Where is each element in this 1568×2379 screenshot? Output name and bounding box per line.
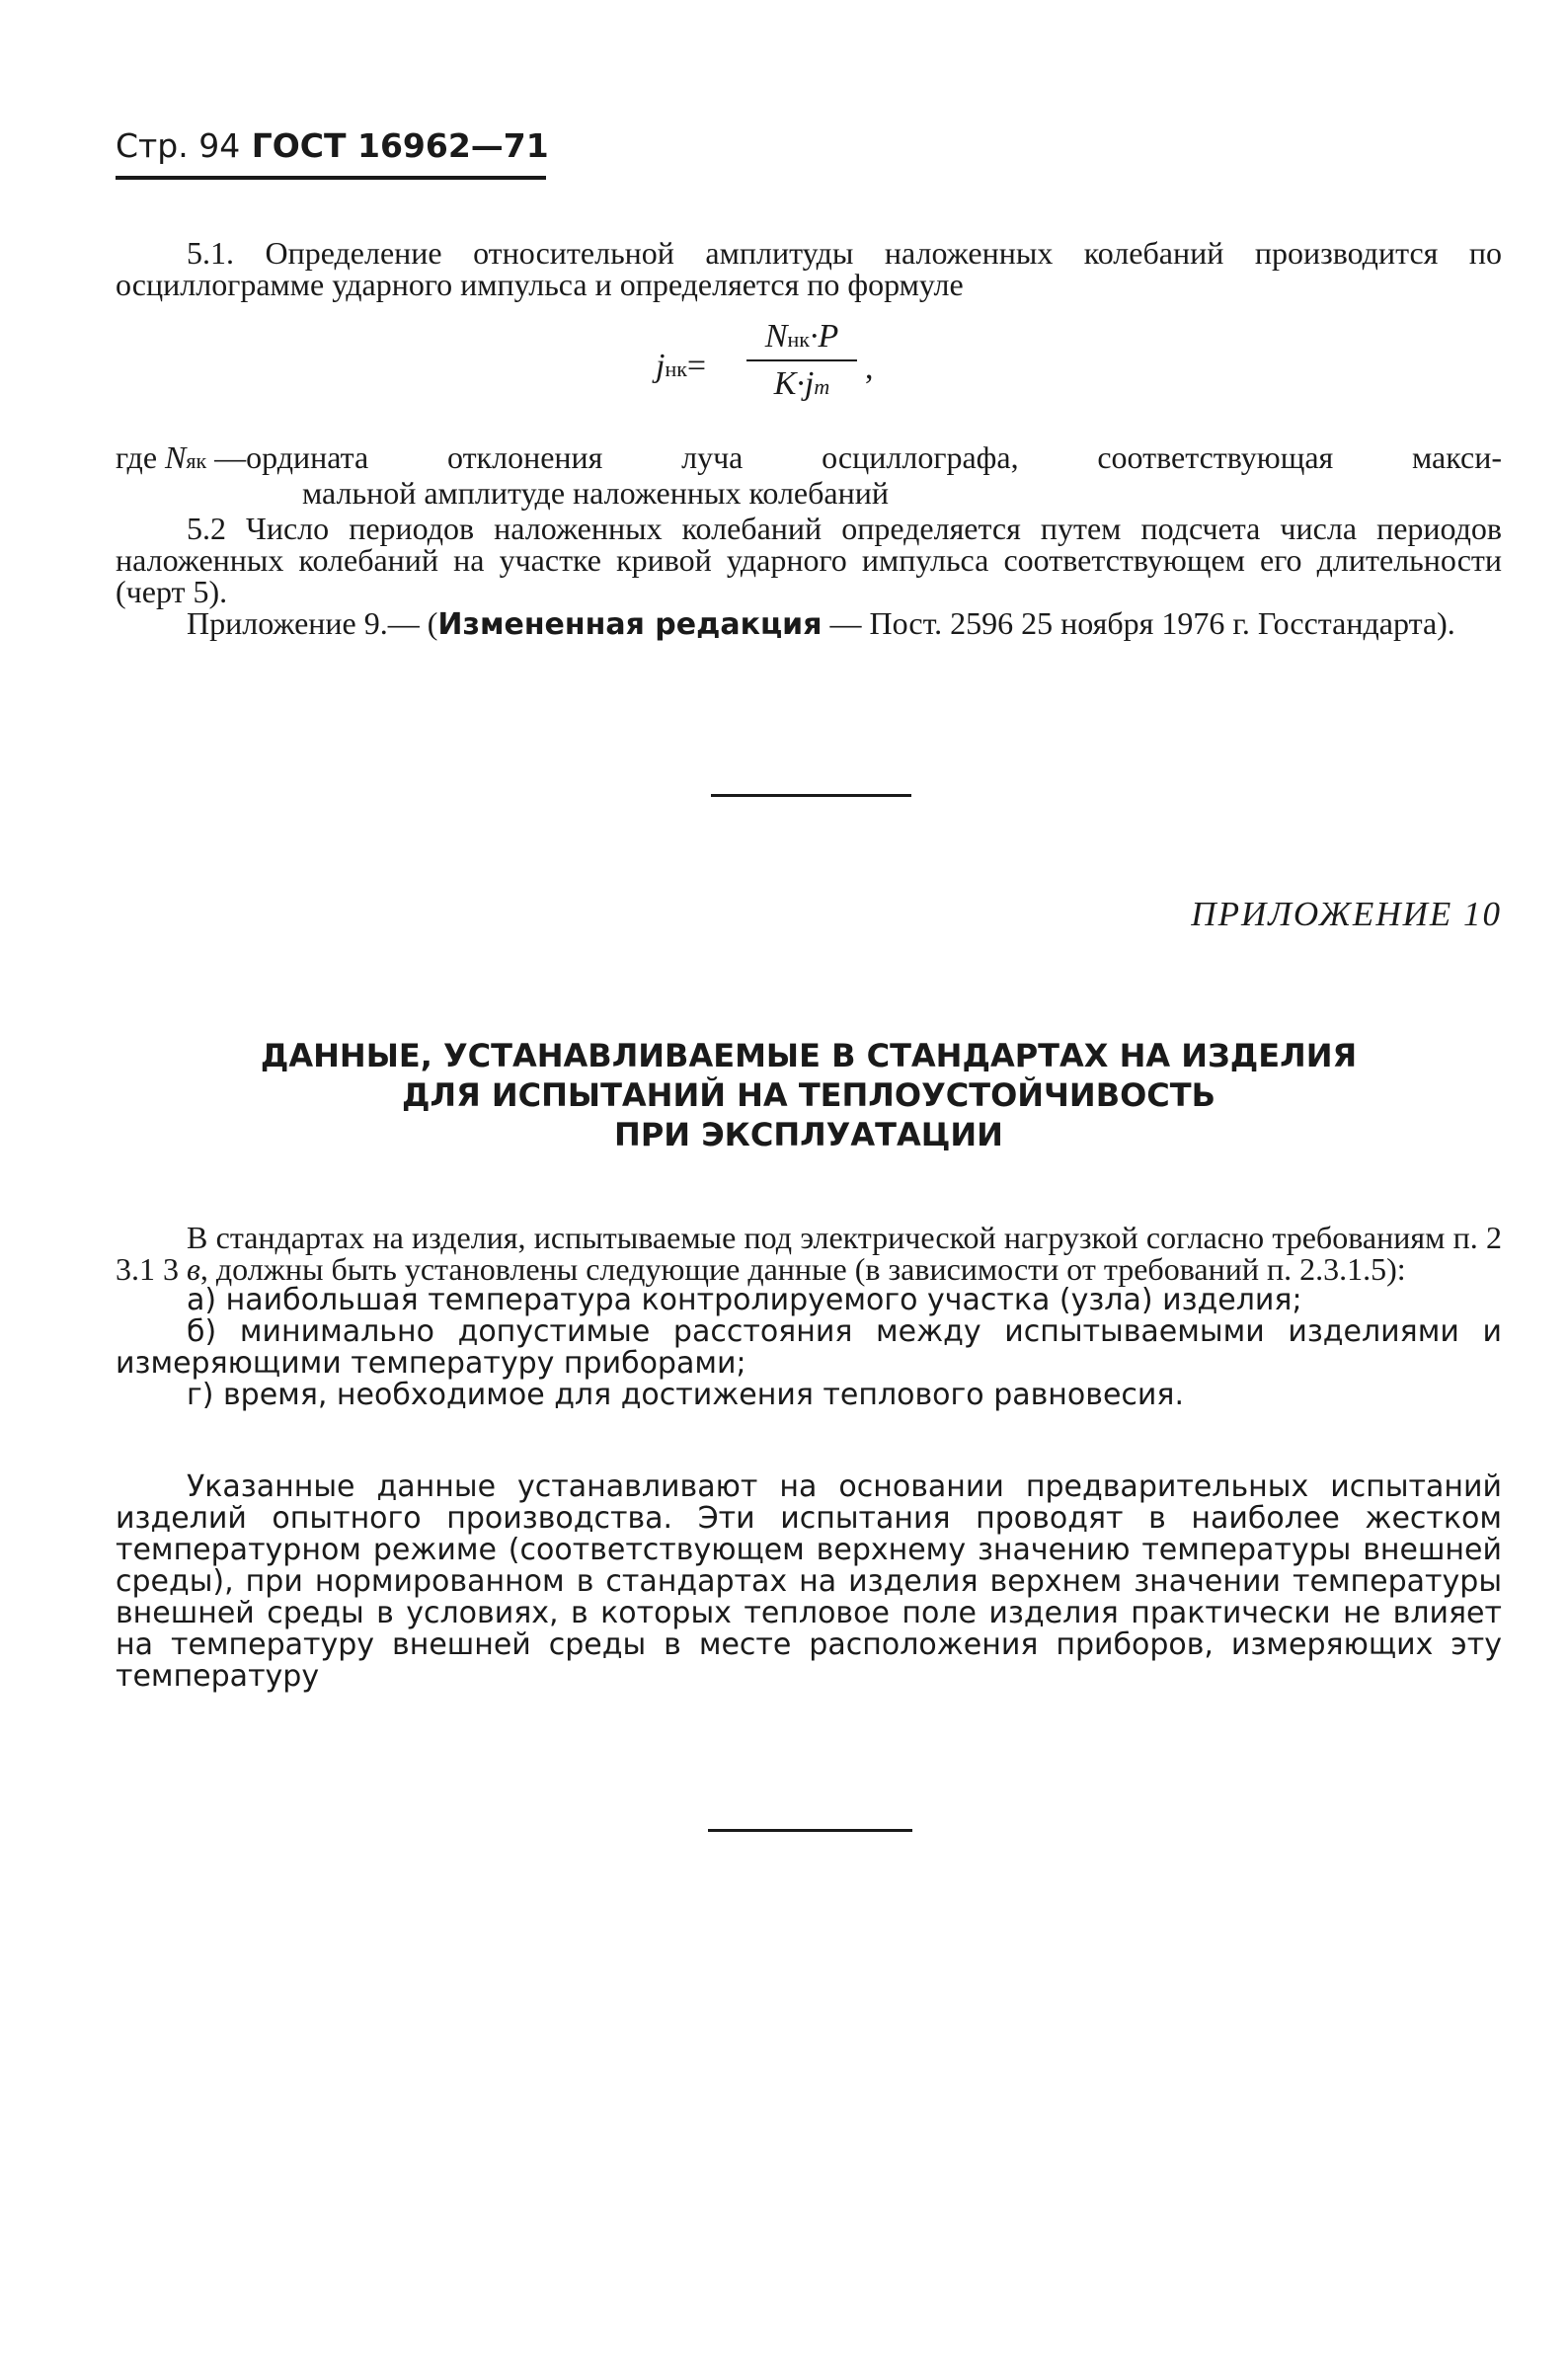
where-word-a: ордината: [246, 439, 369, 475]
formula-denominator: [746, 361, 857, 409]
paragraph-5-2-block: [116, 513, 1502, 641]
formula-numerator: [746, 318, 857, 359]
where-word-f: макси-: [1412, 439, 1502, 475]
header-rule: [116, 176, 546, 180]
appendix-label: ПРИЛОЖЕНИЕ 10: [1191, 895, 1502, 933]
intro-italic: в: [187, 1251, 200, 1287]
list-item-b: б) минимально допустимые расстояния между испытываемыми изделиями и измеряющими температуру приборами;: [116, 1314, 1502, 1381]
list-item-a: а) наибольшая температура контролируемого участка (узла) изделия;: [187, 1283, 1302, 1317]
note-prefix: Приложение 9.— (: [187, 605, 438, 641]
standard-code: ГОСТ 16962—71: [251, 126, 549, 165]
page-number: Стр. 94: [116, 126, 241, 165]
where-dash: —: [214, 439, 247, 475]
paragraph-text: 5.1. Определение относительной амплитуды наложенных колебаний производится по осциллограмме ударного импульса и определяется по формуле: [116, 235, 1502, 302]
intro-paragraph: [116, 1222, 1502, 1285]
title-line-2: ДЛЯ ИСПЫТАНИЙ НА ТЕПЛОУСТОЙЧИВОСТЬ: [402, 1076, 1215, 1114]
formula-num-rest: ·P: [809, 318, 839, 355]
formula-lhs-sub: нк: [665, 357, 687, 381]
formula-den-var: K·j: [773, 365, 815, 402]
intro-part-b: , должны быть установлены следующие данные (в зависимости от требований п. 2.3.1.5):: [199, 1251, 1406, 1287]
formula-den-sub: m: [814, 374, 830, 399]
formula-num-var: N: [764, 318, 788, 355]
note-bold: Измененная редакция: [437, 607, 823, 642]
explanation-line-2: мальной амплитуде наложенных колебаний: [302, 475, 889, 511]
where-var: N: [165, 439, 187, 475]
appendix-title: [116, 1036, 1502, 1154]
end-divider: [708, 1829, 912, 1832]
formula-equals: =: [686, 348, 707, 384]
closing-block: [116, 1471, 1502, 1693]
where-word-b: отклонения: [446, 439, 603, 475]
intro-part-a: В стандартах на изделия, испытываемые под электрической нагрузкой согласно требованиям п. 2 3.1 3: [116, 1220, 1502, 1287]
list-item-g: г) время, необходимое для достижения теплового равновесия.: [187, 1378, 1184, 1412]
paragraph-5-2: 5.2 Число периодов наложенных колебаний определяется путем подсчета числа периодов наложенных колебаний на участке кривой ударного импульса соответствующем его длительности (черт 5).: [116, 511, 1502, 609]
where-variable: [165, 439, 206, 475]
document-page: [116, 0, 1502, 2379]
explanation-head: [116, 441, 368, 477]
page-header: [116, 126, 549, 166]
formula-fraction: [746, 318, 857, 409]
requirements-block: [116, 1222, 1502, 1411]
formula-lhs: [656, 348, 706, 385]
note-suffix: — Пост. 2596 25 ноября 1976 г. Госстандарта).: [822, 605, 1455, 641]
amendment-note: [116, 607, 1502, 641]
section-divider: [711, 794, 911, 797]
where-word: где: [116, 439, 158, 475]
where-word-d: осциллографа,: [822, 439, 1019, 475]
paragraph-5-1: [116, 237, 1502, 300]
where-sub: як: [186, 448, 207, 473]
formula-num-sub: нк: [787, 327, 810, 352]
where-word-c: луча: [681, 439, 744, 475]
formula-lhs-var: j: [656, 348, 666, 384]
formula-comma: ,: [865, 350, 874, 386]
title-line-1: ДАННЫЕ, УСТАНАВЛИВАЕМЫЕ В СТАНДАРТАХ НА ИЗДЕЛИЯ: [260, 1037, 1358, 1074]
formula-explanation: [116, 441, 1502, 509]
closing-paragraph: Указанные данные устанавливают на основании предварительных испытаний изделий опытного производства. Эти испытания проводят в наиболее жестком температурном режиме (соответствующем верхнему значению температуры внешней среды), при нормированном в стандартах на изделия верхнем значении температуры внешней среды в условиях, в которых тепловое поле изделия практически не влияет на температуру внешней среды в месте расположения приборов, измеряющих эту температуру: [116, 1469, 1502, 1694]
title-line-3: ПРИ ЭКСПЛУАТАЦИИ: [614, 1116, 1003, 1153]
where-word-e: соответствующая: [1097, 439, 1334, 475]
explanation-line-1: [116, 441, 1502, 477]
